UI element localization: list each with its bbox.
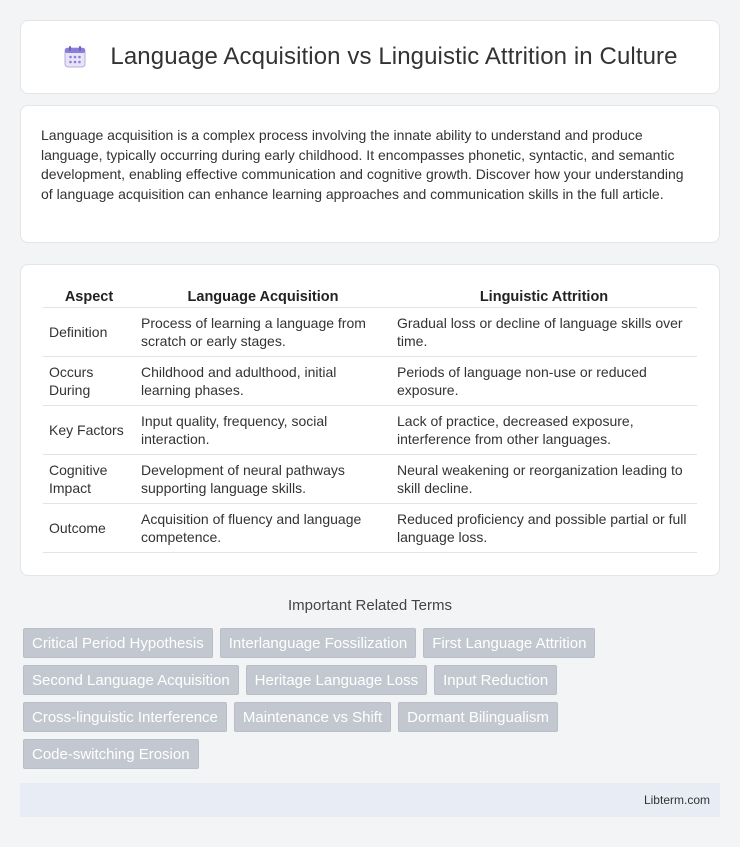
term-tag[interactable]: Input Reduction [434, 665, 557, 695]
cell-acquisition: Input quality, frequency, social interaction. [135, 406, 391, 455]
term-tag[interactable]: Critical Period Hypothesis [23, 628, 213, 658]
cell-acquisition: Childhood and adulthood, initial learning phases. [135, 357, 391, 406]
table-row [43, 406, 697, 455]
term-tag[interactable]: Second Language Acquisition [23, 665, 239, 695]
cell-aspect: Outcome [43, 504, 135, 553]
term-tag[interactable]: Code-switching Erosion [23, 739, 199, 769]
calendar-grid-icon [62, 44, 88, 70]
comparison-table [43, 285, 697, 553]
term-tag[interactable]: Dormant Bilingualism [398, 702, 558, 732]
cell-attrition: Reduced proficiency and possible partial or full language loss. [391, 504, 697, 553]
term-tag[interactable]: First Language Attrition [423, 628, 595, 658]
footer [20, 783, 720, 817]
related-terms-list [23, 628, 723, 769]
intro-card [20, 105, 720, 243]
cell-attrition: Lack of practice, decreased exposure, interference from other languages. [391, 406, 697, 455]
table-row [43, 357, 697, 406]
comparison-card [20, 264, 720, 576]
cell-attrition: Neural weakening or reorganization leading to skill decline. [391, 455, 697, 504]
header-aspect: Aspect [43, 285, 135, 308]
term-tag[interactable]: Interlanguage Fossilization [220, 628, 416, 658]
term-tag[interactable]: Cross-linguistic Interference [23, 702, 227, 732]
header-acquisition: Language Acquisition [135, 285, 391, 308]
cell-aspect: Definition [43, 308, 135, 357]
cell-aspect: Key Factors [43, 406, 135, 455]
cell-acquisition: Process of learning a language from scratch or early stages. [135, 308, 391, 357]
cell-aspect: Cognitive Impact [43, 455, 135, 504]
term-tag[interactable]: Heritage Language Loss [246, 665, 427, 695]
related-terms-title: Important Related Terms [288, 597, 452, 614]
cell-attrition: Periods of language non-use or reduced exposure. [391, 357, 697, 406]
footer-site-link[interactable]: Libterm.com [643, 793, 710, 807]
intro-text: Language acquisition is a complex process involving the innate ability to understand and produce language, typically occurring during early childhood. It encompasses phonetic, syntactic, and semantic development, enabling effective communication and cognitive growth. Discover how your understanding of language acquisition can enhance learning approaches and communication skills in the full article. [41, 127, 684, 202]
header-attrition: Linguistic Attrition [391, 285, 697, 308]
term-tag[interactable]: Maintenance vs Shift [234, 702, 391, 732]
cell-acquisition: Acquisition of fluency and language competence. [135, 504, 391, 553]
cell-attrition: Gradual loss or decline of language skills over time. [391, 308, 697, 357]
cell-aspect: Occurs During [43, 357, 135, 406]
header-card [20, 20, 720, 94]
page-title: Language Acquisition vs Linguistic Attrition in Culture [110, 43, 678, 70]
cell-acquisition: Development of neural pathways supporting language skills. [135, 455, 391, 504]
table-row [43, 455, 697, 504]
table-row [43, 504, 697, 553]
table-row [43, 308, 697, 357]
